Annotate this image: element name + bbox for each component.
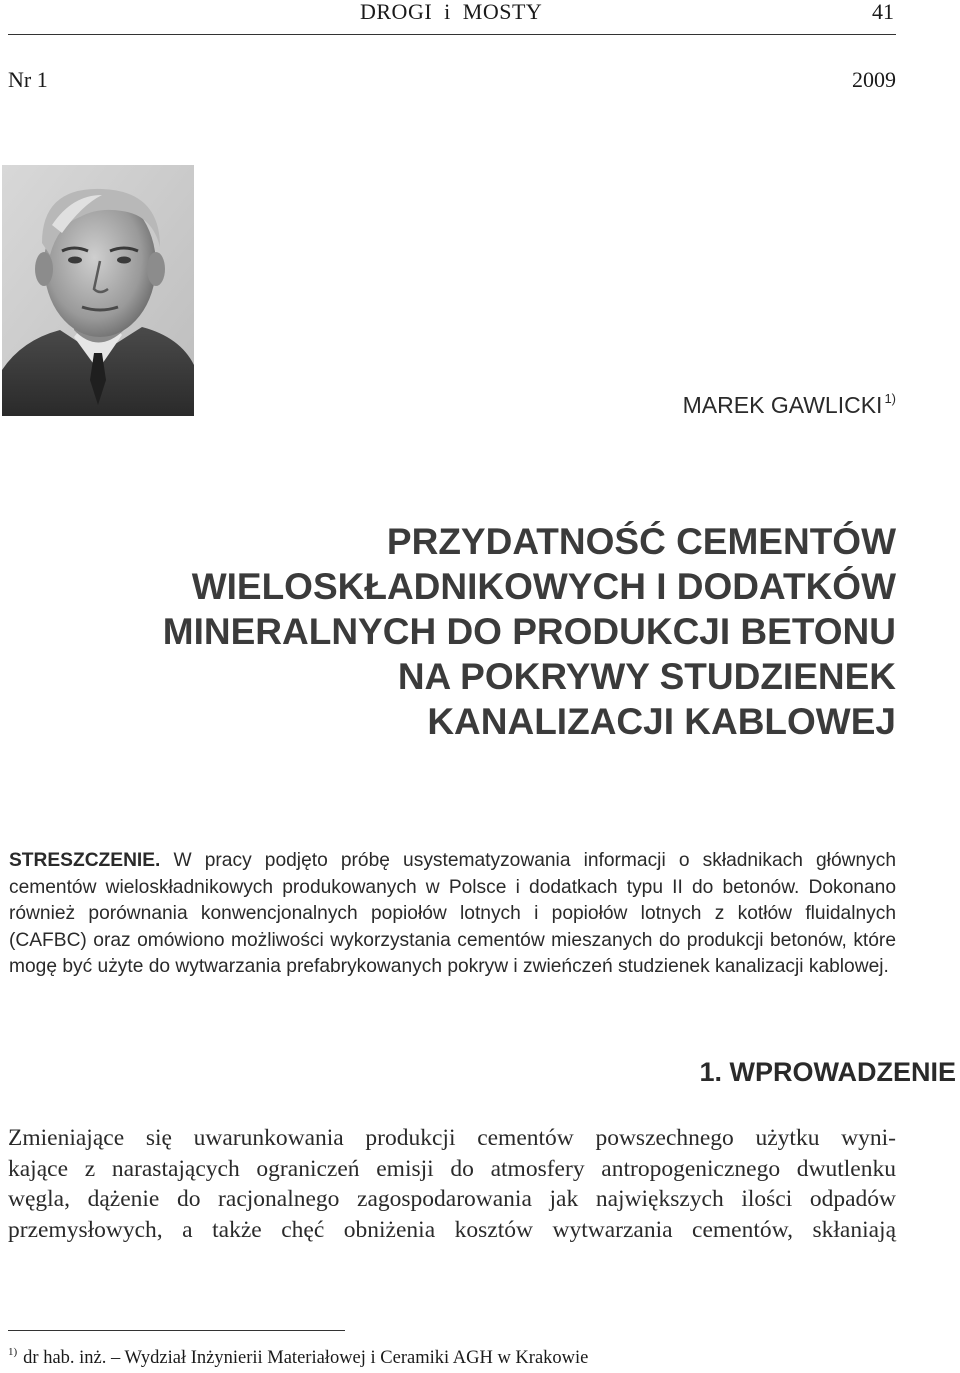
body-line: kające z narastających ograniczeń emisji do atmosfery antropogenicznego dwutlenku (8, 1155, 896, 1182)
author-name-text: MAREK GAWLICKI (682, 392, 883, 418)
body-text (8, 1123, 896, 1245)
running-head (8, 0, 896, 35)
abstract-label: STRESZCZENIE. (9, 850, 161, 871)
body-line: przemysłowych, a także chęć obniżenia kosztów wytwarzania cementów, skłaniają (8, 1216, 896, 1243)
body-line: Zmieniające się uwarunkowania produkcji cementów powszechnego użytku wyni- (8, 1125, 896, 1151)
footnote-text: dr hab. inż. – Wydział Inżynierii Materiałowej i Ceramiki AGH w Krakowie (23, 1348, 589, 1368)
page-number: 41 (872, 0, 894, 24)
author-photo (2, 165, 194, 416)
title-line: MINERALNYCH DO PRODUKCJI BETONU (162, 611, 896, 652)
issue-line (8, 67, 896, 95)
issue-year: 2009 (852, 67, 896, 92)
title-line: NA POKRYWY STUDZIENEK (397, 656, 896, 697)
section-heading: 1. WPROWADZENIE (699, 1057, 956, 1087)
issue-number: Nr 1 (8, 67, 48, 92)
footnote-rule (8, 1330, 345, 1331)
footnote (8, 1346, 588, 1369)
title-line: WIELOSKŁADNIKOWYCH I DODATKÓW (191, 566, 896, 607)
title-line: PRZYDATNOŚĆ CEMENTÓW (386, 521, 896, 562)
title-line: KANALIZACJI KABLOWEJ (427, 701, 896, 742)
author-name (683, 391, 896, 419)
footnote-mark: 1) (8, 1346, 18, 1358)
article-title (76, 519, 896, 744)
body-line: węgla, dążenie do racjonalnego zagospodarowania jak największych ilości odpadów (8, 1186, 896, 1212)
abstract (9, 848, 896, 981)
journal-name: DROGI i MOSTY (360, 0, 543, 24)
author-footnote-mark: 1) (884, 391, 896, 406)
abstract-text: W pracy podjęto próbę usystematyzowania informacji o składnikach głównych cementów wieloskładnikowych produkowanych w Polsce i dodatkach typu II do betonów. Dokonano również porównania konwencjonalnych popiołów lotnych i popiołów lotnych z kotłów fluidalnych (CAFBC) oraz omówiono możliwości wykorzystania cementów mieszanych do produkcji betonów, które mogę być użyte do wytwarzania prefabrykowanych pokryw i zwieńczeń studzienek kanalizacji kablowej. (9, 850, 896, 978)
